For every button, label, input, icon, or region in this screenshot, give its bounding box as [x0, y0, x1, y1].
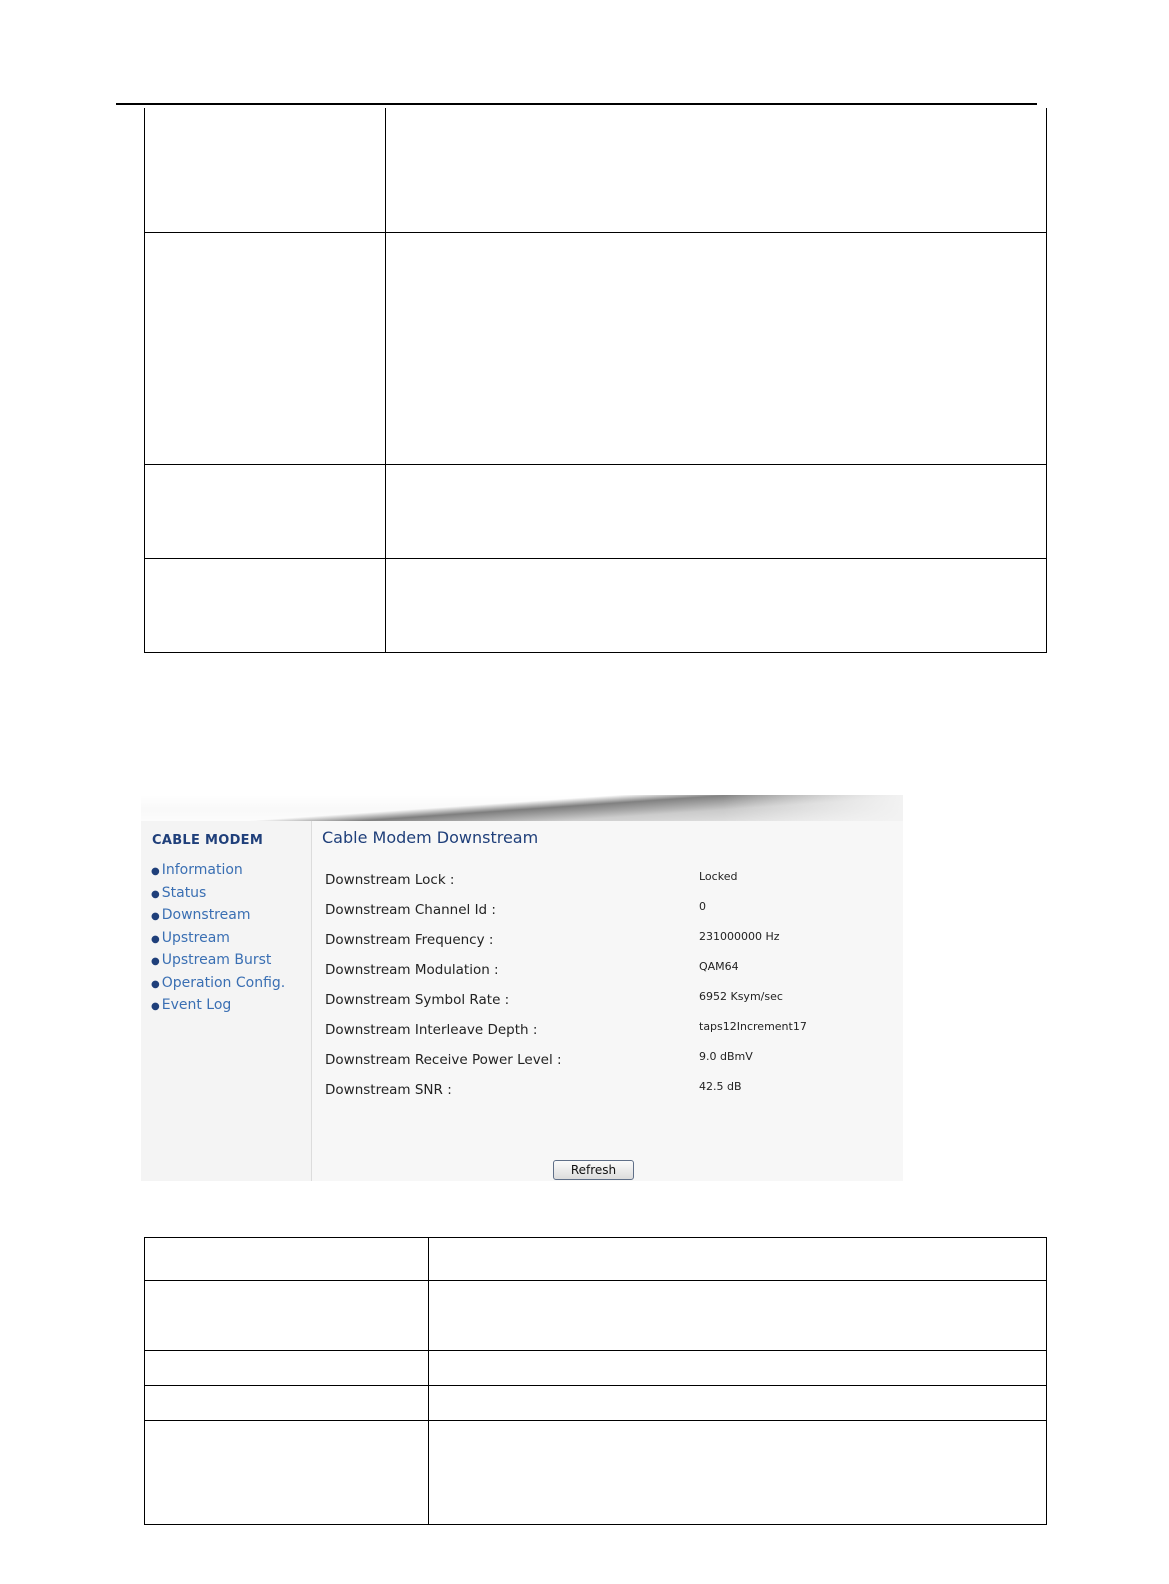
field-row-frequency: [325, 927, 885, 957]
page-title: Cable Modem Downstream: [322, 828, 539, 847]
header-banner: [141, 795, 903, 821]
field-value: 231000000 Hz: [699, 930, 780, 943]
downstream-fields: [325, 867, 885, 1107]
field-label: Downstream SNR :: [325, 1082, 452, 1098]
field-value: 9.0 dBmV: [699, 1050, 753, 1063]
field-row-snr: [325, 1077, 885, 1107]
field-label: Downstream Channel Id :: [325, 902, 496, 918]
table-cell: [145, 233, 386, 465]
field-label: Downstream Receive Power Level :: [325, 1052, 562, 1068]
upper-table: [144, 108, 1047, 653]
sidebar-nav: [151, 859, 285, 1017]
table-cell: [145, 465, 386, 559]
bullet-icon: ●: [151, 888, 160, 900]
field-label: Downstream Frequency :: [325, 932, 494, 948]
table-row: [145, 108, 1047, 233]
table-cell: [386, 559, 1047, 653]
sidebar-item-upstream[interactable]: [151, 927, 285, 950]
lower-table: [144, 1237, 1047, 1525]
sidebar-item-information[interactable]: [151, 859, 285, 882]
field-label: Downstream Interleave Depth :: [325, 1022, 538, 1038]
bullet-icon: ●: [151, 978, 160, 990]
sidebar-title: CABLE MODEM: [152, 833, 264, 848]
table-row: [145, 559, 1047, 653]
field-row-receive-power: [325, 1047, 885, 1077]
sidebar-item-label: Operation Config.: [161, 974, 286, 991]
bullet-icon: ●: [151, 956, 160, 967]
bullet-icon: ●: [151, 933, 160, 945]
bullet-icon: ●: [151, 911, 160, 922]
sidebar: [141, 821, 311, 1181]
table-cell: [145, 1421, 429, 1525]
header-rule: [116, 103, 1037, 105]
field-value: taps12Increment17: [699, 1020, 807, 1033]
refresh-button[interactable]: Refresh: [553, 1160, 634, 1180]
sidebar-item-label: Upstream: [161, 929, 230, 946]
table-row: [145, 1281, 1047, 1351]
sidebar-item-status[interactable]: [151, 882, 285, 905]
bullet-icon: ●: [151, 1001, 160, 1012]
field-row-lock: [325, 867, 885, 897]
sidebar-item-label: Event Log: [161, 997, 232, 1013]
sidebar-item-upstream-burst[interactable]: [151, 949, 285, 972]
table-cell: [145, 108, 386, 233]
sidebar-item-downstream[interactable]: [151, 904, 285, 927]
table-row: [145, 233, 1047, 465]
table-row: [145, 1421, 1047, 1525]
banner-fade: [723, 795, 903, 821]
table-cell: [386, 108, 1047, 233]
table-cell: [386, 465, 1047, 559]
table-cell: [429, 1421, 1047, 1525]
table-cell: [429, 1386, 1047, 1421]
table-cell: [429, 1351, 1047, 1386]
bullet-icon: ●: [151, 866, 160, 877]
table-row: [145, 1386, 1047, 1421]
table-cell: [145, 1281, 429, 1351]
field-value: 42.5 dB: [699, 1080, 742, 1093]
table-cell: [429, 1238, 1047, 1281]
sidebar-item-event-log[interactable]: [151, 994, 285, 1017]
table-cell: [145, 1351, 429, 1386]
field-value: 6952 Ksym/sec: [699, 990, 783, 1003]
field-row-symbol-rate: [325, 987, 885, 1017]
sidebar-item-label: Status: [161, 884, 207, 901]
field-value: 0: [699, 900, 706, 913]
field-row-modulation: [325, 957, 885, 987]
table-cell: [145, 559, 386, 653]
table-row: [145, 1238, 1047, 1281]
modem-ui-screenshot: [141, 795, 903, 1181]
table-cell: [145, 1386, 429, 1421]
sidebar-item-operation-config[interactable]: [151, 972, 285, 995]
table-cell: [429, 1281, 1047, 1351]
field-label: Downstream Modulation :: [325, 962, 499, 978]
field-row-channel-id: [325, 897, 885, 927]
table-row: [145, 465, 1047, 559]
sidebar-divider: [311, 821, 312, 1181]
sidebar-item-label: Downstream: [161, 907, 251, 923]
field-row-interleave-depth: [325, 1017, 885, 1047]
sidebar-item-label: Upstream Burst: [161, 952, 272, 968]
sidebar-item-label: Information: [161, 862, 243, 878]
field-value: QAM64: [699, 960, 739, 973]
field-label: Downstream Lock :: [325, 872, 455, 888]
table-cell: [386, 233, 1047, 465]
table-cell: [145, 1238, 429, 1281]
field-label: Downstream Symbol Rate :: [325, 992, 510, 1008]
field-value: Locked: [699, 870, 738, 883]
table-row: [145, 1351, 1047, 1386]
